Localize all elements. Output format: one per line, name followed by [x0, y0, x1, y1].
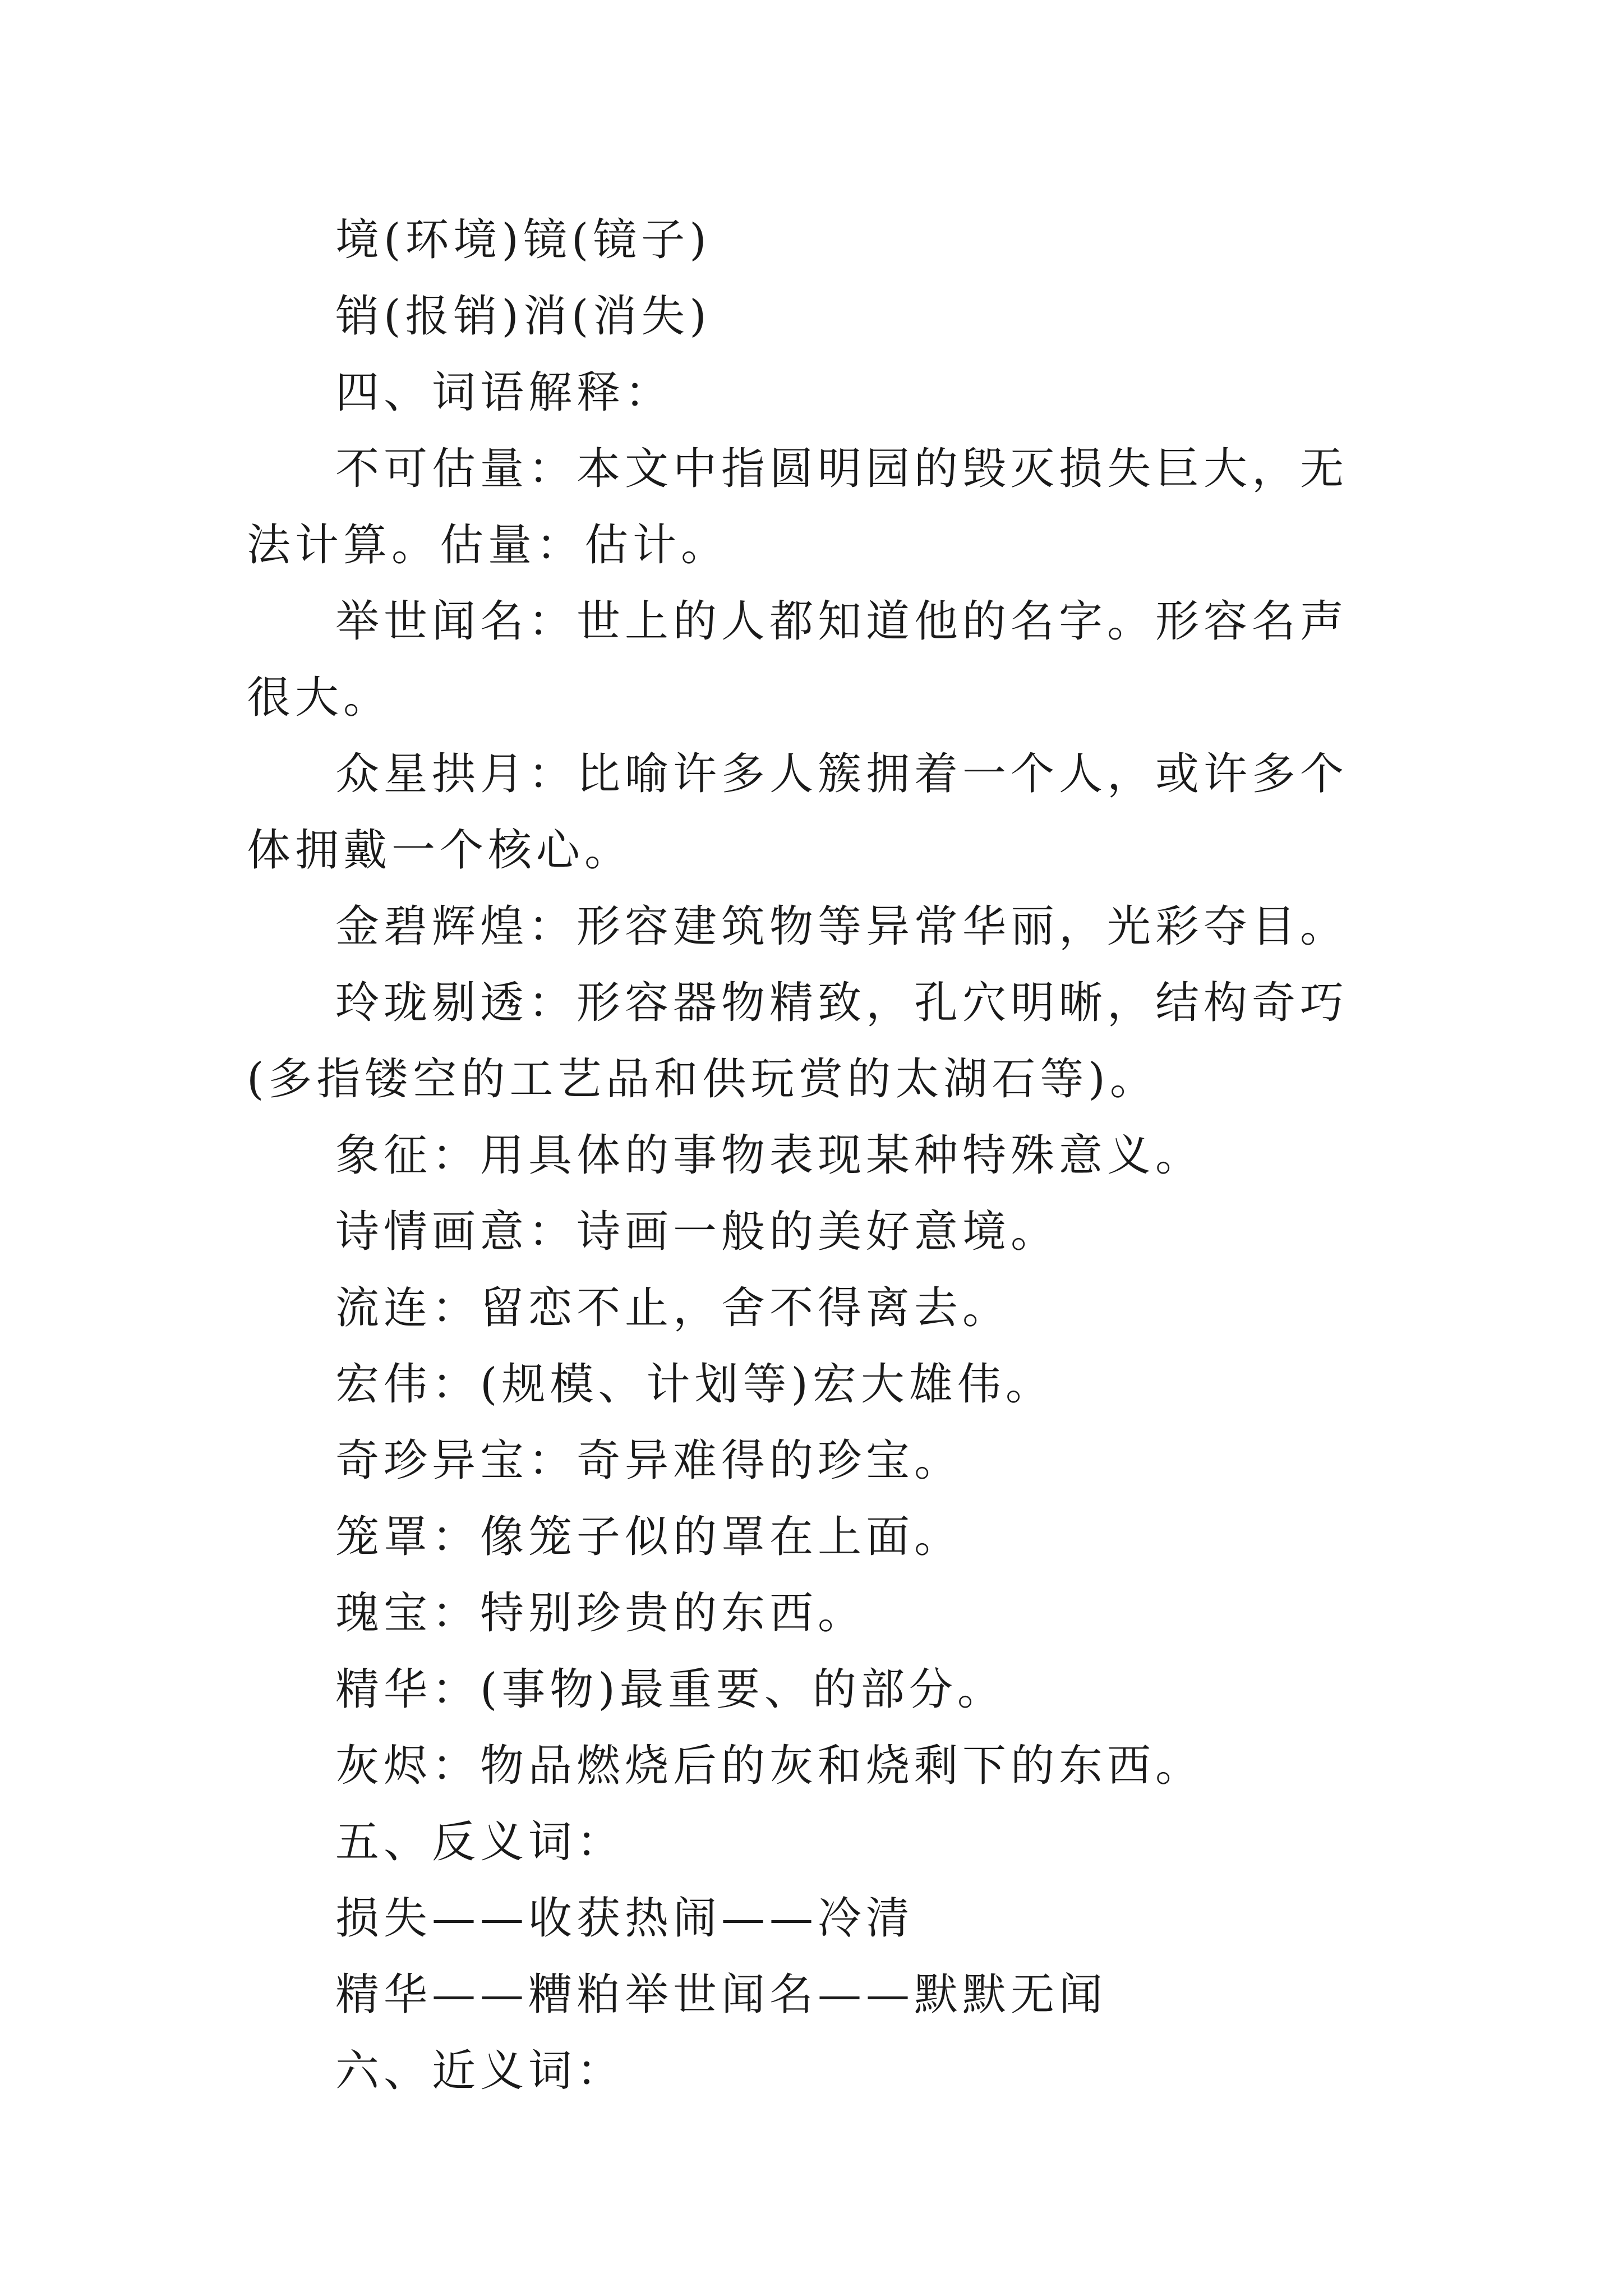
definition-xiangzheng: 象征：用具体的事物表现某种特殊意义。	[335, 1130, 1204, 1181]
definition-jinbihuihuang: 金碧辉煌：形容建筑物等异常华丽，光彩夺目。	[335, 901, 1349, 952]
definition-zhongxinggongyue: 众星拱月：比喻许多人簇拥着一个人，或许多个体拥戴一个核心。	[247, 749, 1349, 876]
definition-bukeguliang: 不可估量：本文中指圆明园的毁灭损失巨大，无法计算。估量：估计。	[247, 444, 1349, 570]
definition-guibao: 瑰宝：特别珍贵的东西。	[335, 1588, 866, 1639]
definition-liulian: 流连：留恋不止，舍不得离去。	[335, 1283, 1011, 1333]
definition-jushiwenming: 举世闻名：世上的人都知道他的名字。形容名声很大。	[247, 596, 1349, 723]
section-heading-word-explanation: 四、词语解释：	[335, 367, 674, 418]
definition-longzhao: 笼罩：像笼子似的罩在上面。	[335, 1512, 963, 1562]
antonym-pair-line-2: 精华——糟粕举世闻名——默默无闻	[335, 1970, 1108, 2020]
text-line-homophone-jing: 境(环境)镜(镜子)	[335, 215, 711, 265]
section-heading-antonyms: 五、反义词：	[335, 1817, 625, 1867]
definition-huijin: 灰烬：物品燃烧后的灰和烧剩下的东西。	[335, 1741, 1204, 1791]
definition-linglongtitou: 玲珑剔透：形容器物精致，孔穴明晰，结构奇巧(多指镂空的工艺品和供玩赏的太湖石等)。	[247, 978, 1349, 1105]
section-heading-synonyms: 六、近义词：	[335, 2046, 625, 2096]
definition-qizhenyibao: 奇珍异宝：奇异难得的珍宝。	[335, 1435, 963, 1486]
definition-jinghua: 精华：(事物)最重要、的部分。	[335, 1664, 1006, 1715]
document-body	[247, 202, 1391, 2109]
text-line-homophone-xiao: 销(报销)消(消失)	[335, 291, 711, 342]
definition-shiqinghuayi: 诗情画意：诗画一般的美好意境。	[335, 1207, 1059, 1257]
definition-hongwei: 宏伟：(规模、计划等)宏大雄伟。	[335, 1359, 1054, 1410]
antonym-pair-line-1: 损失——收获热闹——冷清	[335, 1893, 915, 1944]
